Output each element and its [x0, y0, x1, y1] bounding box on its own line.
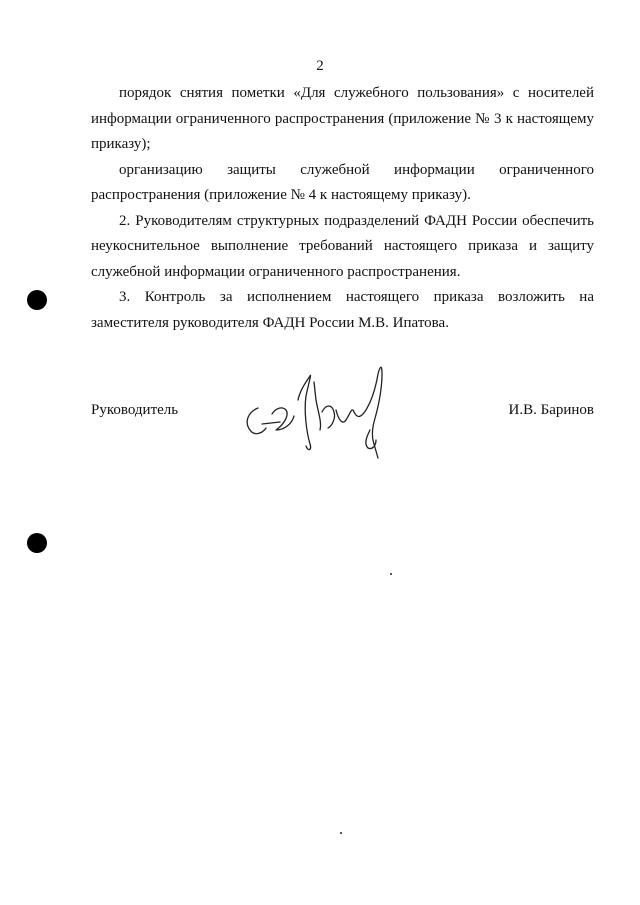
- paragraph-item-2: 2. Руководителям структурных подразделений ФАДН России обеспечить неукоснительное выполнение требований настоящего приказа и защиту служебной информации ограниченного распространения.: [91, 212, 594, 280]
- paragraph-information-protection: организацию защиты служебной информации ограниченного распространения (приложение № 4 к настоящему приказу).: [91, 161, 594, 203]
- handwritten-signature: [236, 360, 396, 460]
- paragraph-item-3: 3. Контроль за исполнением настоящего приказа возложить на заместителя руководителя ФАДН России М.В. Ипатова.: [91, 289, 594, 331]
- order-body: [91, 81, 594, 336]
- scan-speck: [340, 832, 342, 834]
- punch-hole-bottom: [27, 533, 47, 553]
- signatory-name: И.В. Баринов: [508, 402, 594, 418]
- page-number: 2: [316, 58, 324, 74]
- scan-speck: [390, 573, 392, 575]
- punch-hole-top: [27, 290, 47, 310]
- signatory-title: Руководитель: [91, 402, 179, 418]
- paragraph-marking-removal: порядок снятия пометки «Для служебного пользования» с носителей информации ограниченного распространения (приложение № 3 к настоящему приказу);: [91, 85, 594, 152]
